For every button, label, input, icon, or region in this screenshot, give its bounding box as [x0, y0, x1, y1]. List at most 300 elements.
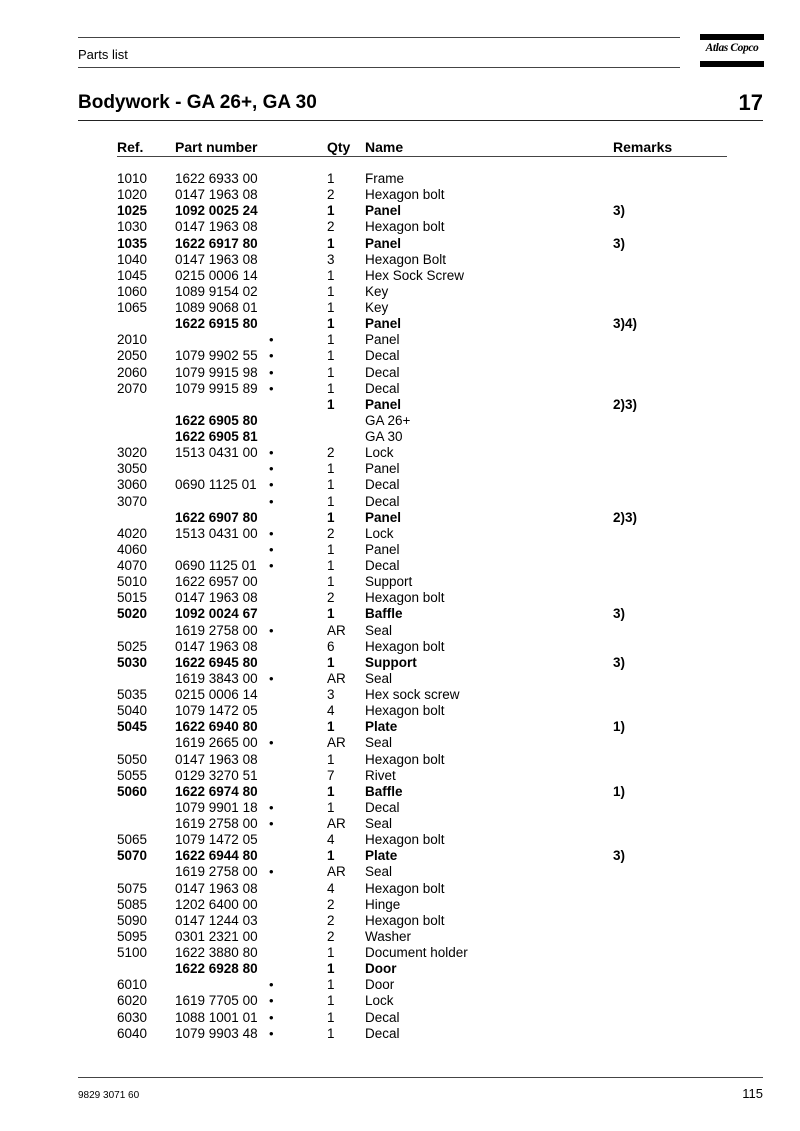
table-row [0, 623, 800, 639]
title-rule [78, 120, 763, 121]
ref-cell: 1045 [117, 267, 148, 283]
name-cell: Decal [365, 493, 400, 509]
ref-cell: 2060 [117, 364, 148, 380]
qty-cell: AR [327, 670, 346, 686]
part-number-cell: 0147 1963 08 [175, 751, 258, 767]
qty-cell: 1 [327, 300, 335, 315]
bullet-marker: • [269, 445, 274, 461]
table-row [0, 816, 800, 832]
part-number-cell: 1079 9902 55 [175, 348, 258, 364]
qty-cell: 1 [327, 396, 335, 412]
qty-cell: 1 [327, 380, 335, 396]
name-cell: Hinge [365, 896, 401, 912]
part-number-cell: 1622 6917 80 [175, 235, 258, 251]
ref-cell: 6030 [117, 1009, 148, 1025]
logo-bottom-bar [700, 61, 764, 67]
name-cell: Hex Sock Screw [365, 267, 465, 283]
part-number-cell: 0147 1963 08 [175, 219, 258, 235]
part-number-cell: 1619 2758 00 [175, 864, 258, 880]
qty-cell: 2 [327, 912, 335, 928]
qty-cell: 1 [327, 364, 335, 380]
table-row [0, 639, 800, 655]
part-number-cell: 1622 6974 80 [175, 783, 258, 799]
header-bottom-rule [78, 67, 680, 68]
name-cell: Support [365, 574, 413, 590]
table-row [0, 752, 800, 768]
name-cell: Panel [365, 316, 402, 332]
table-row [0, 526, 800, 542]
table-row [0, 1010, 800, 1026]
table-row [0, 768, 800, 784]
part-number-cell: 1088 1001 01 [175, 1009, 258, 1025]
ref-cell: 4060 [117, 541, 148, 557]
name-cell: Hexagon bolt [365, 751, 445, 767]
ref-cell: 6020 [117, 993, 148, 1009]
remarks-cell: 3)4) [613, 316, 638, 332]
name-cell: Decal [365, 364, 400, 380]
qty-cell: 6 [327, 638, 335, 654]
part-number-cell: 1622 6933 00 [175, 171, 258, 186]
ref-cell: 5050 [117, 751, 148, 767]
remarks-cell: 1) [613, 719, 626, 735]
part-number-cell: 1619 3843 00 [175, 670, 258, 686]
part-number-cell: 0147 1963 08 [175, 251, 258, 267]
table-row [0, 1026, 800, 1042]
part-number-cell: 1619 2758 00 [175, 816, 258, 831]
remarks-cell: 3) [613, 203, 626, 219]
part-number-cell: 1619 7705 00 [175, 993, 258, 1009]
qty-cell: 1 [327, 461, 335, 477]
bullet-marker: • [269, 461, 274, 477]
qty-cell: 1 [327, 332, 335, 348]
table-row [0, 719, 800, 735]
qty-cell: 1 [327, 848, 335, 864]
name-cell: Hexagon bolt [365, 590, 445, 606]
qty-cell: 1 [327, 348, 335, 364]
part-number-cell: 0147 1244 03 [175, 912, 258, 928]
bullet-marker: • [269, 477, 274, 493]
name-cell: Hexagon bolt [365, 638, 445, 654]
name-cell: Seal [365, 622, 393, 638]
table-row [0, 864, 800, 880]
bullet-marker: • [269, 348, 274, 364]
qty-cell: 1 [327, 558, 335, 573]
ref-cell: 6010 [117, 977, 148, 993]
part-number-cell: 1622 6907 80 [175, 509, 258, 525]
qty-cell: 1 [327, 316, 335, 332]
name-cell: Door [365, 961, 397, 977]
table-row [0, 800, 800, 816]
ref-cell: 1065 [117, 300, 148, 315]
name-cell: Decal [365, 1009, 400, 1025]
bullet-marker: • [269, 816, 274, 831]
name-cell: GA 30 [365, 429, 403, 444]
part-number-cell: 1622 6957 00 [175, 574, 258, 590]
table-row [0, 848, 800, 864]
ref-cell: 4070 [117, 558, 148, 573]
name-cell: Decal [365, 380, 400, 396]
part-number-cell: 1513 0431 00 [175, 445, 258, 461]
qty-cell: 4 [327, 703, 335, 719]
qty-cell: AR [327, 735, 346, 751]
table-row [0, 429, 800, 445]
remarks-cell: 2)3) [613, 396, 638, 412]
part-number-cell: 1619 2758 00 [175, 622, 258, 638]
ref-cell: 5065 [117, 832, 148, 848]
parts-table [0, 171, 800, 1042]
qty-cell: 1 [327, 719, 335, 735]
name-cell: Decal [365, 1025, 400, 1041]
qty-cell: 1 [327, 961, 335, 977]
table-row [0, 961, 800, 977]
qty-cell: 1 [327, 493, 335, 509]
qty-cell: 1 [327, 574, 335, 590]
qty-cell: 1 [327, 267, 335, 283]
part-number-cell: 1622 6940 80 [175, 719, 258, 735]
ref-cell: 1010 [117, 171, 148, 186]
qty-cell: 1 [327, 945, 335, 960]
part-number-cell: 0301 2321 00 [175, 928, 258, 944]
name-cell: Decal [365, 477, 400, 493]
qty-cell: 1 [327, 606, 335, 622]
table-row [0, 477, 800, 493]
qty-cell: 4 [327, 880, 335, 896]
table-row [0, 655, 800, 671]
name-cell: Panel [365, 396, 402, 412]
remarks-cell: 3) [613, 848, 626, 864]
qty-cell: 2 [327, 525, 335, 541]
table-row [0, 252, 800, 268]
qty-cell: 1 [327, 541, 335, 557]
table-row [0, 671, 800, 687]
qty-cell: 3 [327, 251, 335, 267]
table-row [0, 445, 800, 461]
name-cell: Hexagon bolt [365, 187, 445, 203]
table-row [0, 606, 800, 622]
table-row [0, 332, 800, 348]
table-row [0, 171, 800, 187]
ref-cell: 5015 [117, 590, 148, 606]
name-cell: Support [365, 654, 417, 670]
name-cell: Document holder [365, 945, 468, 960]
table-row [0, 590, 800, 606]
part-number-cell: 0129 3270 51 [175, 767, 258, 783]
bullet-marker: • [269, 541, 274, 557]
ref-cell: 5075 [117, 880, 148, 896]
name-cell: Hexagon Bolt [365, 251, 447, 267]
table-row [0, 381, 800, 397]
name-cell: Lock [365, 993, 394, 1009]
logo-wordmark: Atlas Copco [705, 42, 759, 54]
ref-cell: 5025 [117, 638, 148, 654]
page-number: 115 [742, 1086, 763, 1101]
ref-cell: 1035 [117, 235, 148, 251]
name-cell: Rivet [365, 767, 396, 783]
qty-cell: 1 [327, 783, 335, 799]
ref-cell: 5035 [117, 687, 148, 702]
part-number-cell: 0690 1125 01 [175, 558, 257, 573]
bullet-marker: • [269, 525, 274, 541]
name-cell: Frame [365, 171, 405, 186]
name-cell: Door [365, 977, 395, 993]
name-cell: Decal [365, 348, 400, 364]
remarks-cell: 2)3) [613, 509, 638, 525]
part-number-cell: 0215 0006 14 [175, 687, 258, 702]
qty-cell: 1 [327, 477, 335, 493]
table-row [0, 219, 800, 235]
part-number-cell: 1079 1472 05 [175, 703, 258, 719]
bullet-marker: • [269, 1025, 274, 1041]
name-cell: Panel [365, 332, 400, 348]
header-section-label: Parts list [78, 47, 128, 62]
qty-cell: 2 [327, 187, 335, 203]
bullet-marker: • [269, 364, 274, 380]
part-number-cell: 1622 6905 80 [175, 412, 258, 428]
part-number-cell: 1622 6944 80 [175, 848, 258, 864]
table-row [0, 510, 800, 526]
qty-cell: 1 [327, 751, 335, 767]
table-row [0, 897, 800, 913]
name-cell: Plate [365, 719, 398, 735]
qty-cell: 1 [327, 1009, 335, 1025]
bullet-marker: • [269, 864, 274, 880]
name-cell: Seal [365, 864, 393, 880]
qty-cell: AR [327, 622, 346, 638]
table-row [0, 413, 800, 429]
bullet-marker: • [269, 558, 274, 573]
table-row [0, 929, 800, 945]
table-row [0, 945, 800, 961]
name-cell: Panel [365, 509, 402, 525]
name-cell: Key [365, 300, 389, 315]
ref-cell: 4020 [117, 525, 148, 541]
remarks-cell: 3) [613, 235, 626, 251]
qty-cell: 1 [327, 977, 335, 993]
ref-cell: 5070 [117, 848, 148, 864]
table-row [0, 348, 800, 364]
name-cell: Hexagon bolt [365, 703, 445, 719]
qty-cell: 1 [327, 203, 335, 219]
part-number-cell: 1079 9903 48 [175, 1025, 258, 1041]
table-row [0, 703, 800, 719]
qty-cell: 2 [327, 896, 335, 912]
name-cell: GA 26+ [365, 412, 411, 428]
part-number-cell: 0215 0006 14 [175, 267, 258, 283]
name-cell: Panel [365, 235, 402, 251]
remarks-cell: 1) [613, 783, 626, 799]
name-cell: Washer [365, 928, 412, 944]
name-cell: Hexagon bolt [365, 880, 445, 896]
part-number-cell: 1622 6928 80 [175, 961, 258, 977]
qty-cell: 1 [327, 509, 335, 525]
name-cell: Hexagon bolt [365, 832, 445, 848]
remarks-cell: 3) [613, 654, 626, 670]
ref-cell: 1040 [117, 251, 148, 267]
qty-cell: 1 [327, 1025, 335, 1041]
part-number-cell: 0147 1963 08 [175, 638, 258, 654]
ref-cell: 5040 [117, 703, 148, 719]
bullet-marker: • [269, 977, 274, 993]
col-head-name: Name [365, 139, 404, 155]
qty-cell: 3 [327, 687, 335, 702]
column-heading-rule [117, 156, 727, 157]
qty-cell: 2 [327, 590, 335, 606]
ref-cell: 5030 [117, 654, 148, 670]
name-cell: Hexagon bolt [365, 219, 445, 235]
name-cell: Lock [365, 525, 394, 541]
part-number-cell: 1622 6915 80 [175, 316, 258, 332]
part-number-cell: 1622 3880 80 [175, 945, 258, 960]
name-cell: Panel [365, 203, 402, 219]
table-row [0, 574, 800, 590]
part-number-cell: 1202 6400 00 [175, 896, 258, 912]
table-row [0, 881, 800, 897]
name-cell: Lock [365, 445, 394, 461]
table-row [0, 284, 800, 300]
qty-cell: 2 [327, 219, 335, 235]
table-row [0, 316, 800, 332]
ref-cell: 5020 [117, 606, 148, 622]
table-row [0, 993, 800, 1009]
name-cell: Hex sock screw [365, 687, 460, 702]
ref-cell: 2010 [117, 332, 148, 348]
table-row [0, 268, 800, 284]
document-number: 9829 3071 60 [78, 1090, 140, 1101]
bullet-marker: • [269, 670, 274, 686]
col-head-qty: Qty [327, 139, 351, 155]
footer-rule [78, 1077, 763, 1078]
table-row [0, 913, 800, 929]
table-row [0, 494, 800, 510]
ref-cell: 1060 [117, 283, 148, 299]
name-cell: Panel [365, 461, 400, 477]
ref-cell: 3020 [117, 445, 148, 461]
ref-cell: 5055 [117, 767, 148, 783]
ref-cell: 3060 [117, 477, 148, 493]
col-head-remarks: Remarks [613, 139, 673, 155]
qty-cell: 1 [327, 993, 335, 1009]
ref-cell: 2070 [117, 380, 148, 396]
name-cell: Baffle [365, 606, 403, 622]
qty-cell: 1 [327, 235, 335, 251]
remarks-cell: 3) [613, 606, 626, 622]
part-number-cell: 1089 9068 01 [175, 300, 258, 315]
logo-top-bar [700, 34, 764, 40]
name-cell: Seal [365, 816, 393, 831]
bullet-marker: • [269, 332, 274, 348]
brand-logo [700, 34, 764, 68]
bullet-marker: • [269, 993, 274, 1009]
qty-cell: 4 [327, 832, 335, 848]
part-number-cell: 1079 1472 05 [175, 832, 258, 848]
qty-cell: AR [327, 864, 346, 880]
table-row [0, 300, 800, 316]
header-top-rule [78, 37, 680, 38]
qty-cell: 1 [327, 283, 335, 299]
page-title: Bodywork - GA 26+, GA 30 [78, 92, 317, 113]
part-number-cell: 1622 6945 80 [175, 654, 258, 670]
ref-cell: 5090 [117, 912, 148, 928]
table-row [0, 977, 800, 993]
part-number-cell: 1619 2665 00 [175, 735, 258, 751]
part-number-cell: 0147 1963 08 [175, 880, 258, 896]
table-row [0, 687, 800, 703]
ref-cell: 1030 [117, 219, 148, 235]
ref-cell: 5085 [117, 896, 148, 912]
part-number-cell: 1092 0024 67 [175, 606, 258, 622]
part-number-cell: 1513 0431 00 [175, 525, 258, 541]
bullet-marker: • [269, 622, 274, 638]
part-number-cell: 0147 1963 08 [175, 590, 258, 606]
ref-cell: 5100 [117, 945, 148, 960]
part-number-cell: 1079 9915 98 [175, 364, 258, 380]
name-cell: Panel [365, 541, 400, 557]
part-number-cell: 0690 1125 01 [175, 477, 257, 493]
bullet-marker: • [269, 1009, 274, 1025]
table-row [0, 365, 800, 381]
qty-cell: AR [327, 816, 346, 831]
name-cell: Hexagon bolt [365, 912, 445, 928]
col-head-part-number: Part number [175, 139, 258, 155]
part-number-cell: 1079 9901 18 [175, 799, 258, 815]
name-cell: Plate [365, 848, 398, 864]
col-head-ref: Ref. [117, 139, 144, 155]
table-row [0, 187, 800, 203]
table-row [0, 784, 800, 800]
ref-cell: 5045 [117, 719, 148, 735]
part-number-cell: 1092 0025 24 [175, 203, 258, 219]
qty-cell: 1 [327, 799, 335, 815]
part-number-cell: 1622 6905 81 [175, 429, 258, 444]
table-row [0, 461, 800, 477]
qty-cell: 1 [327, 171, 335, 186]
bullet-marker: • [269, 380, 274, 396]
qty-cell: 7 [327, 767, 335, 783]
ref-cell: 5060 [117, 783, 148, 799]
part-number-cell: 1089 9154 02 [175, 283, 258, 299]
name-cell: Seal [365, 670, 393, 686]
ref-cell: 6040 [117, 1025, 148, 1041]
table-row [0, 236, 800, 252]
ref-cell: 1025 [117, 203, 148, 219]
bullet-marker: • [269, 799, 274, 815]
part-number-cell: 1079 9915 89 [175, 380, 258, 396]
bullet-marker: • [269, 493, 274, 509]
table-row [0, 558, 800, 574]
table-row [0, 735, 800, 751]
table-row [0, 203, 800, 219]
part-number-cell: 0147 1963 08 [175, 187, 258, 203]
name-cell: Key [365, 283, 389, 299]
ref-cell: 3070 [117, 493, 148, 509]
bullet-marker: • [269, 735, 274, 751]
qty-cell: 1 [327, 654, 335, 670]
ref-cell: 1020 [117, 187, 148, 203]
table-row [0, 397, 800, 413]
section-number: 17 [738, 90, 763, 115]
ref-cell: 3050 [117, 461, 148, 477]
name-cell: Decal [365, 799, 400, 815]
qty-cell: 2 [327, 445, 335, 461]
name-cell: Seal [365, 735, 393, 751]
ref-cell: 5010 [117, 574, 148, 590]
ref-cell: 5095 [117, 928, 148, 944]
table-row [0, 832, 800, 848]
ref-cell: 2050 [117, 348, 148, 364]
qty-cell: 2 [327, 928, 335, 944]
table-row [0, 542, 800, 558]
name-cell: Decal [365, 558, 400, 573]
